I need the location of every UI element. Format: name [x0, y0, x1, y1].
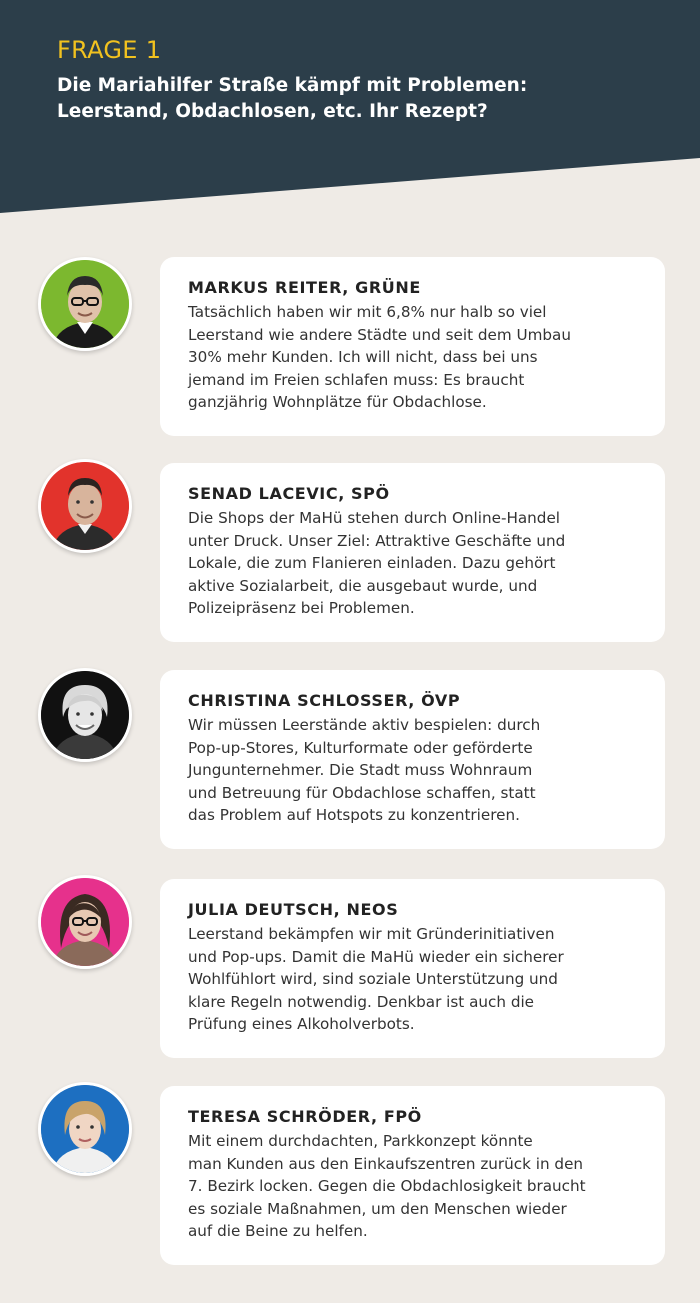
answer-line: unter Druck. Unser Ziel: Attraktive Geschäfte und	[188, 531, 566, 550]
avatar-schlosser	[38, 668, 132, 762]
answer-text	[188, 923, 645, 1036]
portrait-icon	[41, 878, 129, 966]
answer-line: und Pop-ups. Damit die MaHü wieder ein sicherer	[188, 947, 564, 966]
speaker-name: JULIA DEUTSCH, NEOS	[188, 900, 399, 919]
answer-line: und Betreuung für Obdachlose schaffen, statt	[188, 783, 536, 802]
answer-line: 7. Bezirk locken. Gegen die Obdachlosigkeit braucht	[188, 1177, 586, 1196]
question-header	[0, 0, 700, 215]
answer-card	[160, 670, 665, 849]
answer-line: 30% mehr Kunden. Ich will nicht, dass bei uns	[188, 348, 538, 367]
answer-line: Pop-up-Stores, Kulturformate oder geförderte	[188, 738, 533, 757]
question-line: Leerstand, Obdachlosen, etc. Ihr Rezept?	[57, 101, 488, 122]
answer-line: es soziale Maßnahmen, um den Menschen wieder	[188, 1199, 567, 1218]
question-number: FRAGE 1	[57, 36, 162, 64]
answer-card	[160, 1086, 665, 1265]
answer-line: das Problem auf Hotspots zu konzentrieren.	[188, 806, 520, 825]
answer-text	[188, 507, 645, 620]
answer-text	[188, 714, 645, 827]
answer-line: ganzjährig Wohnplätze für Obdachlose.	[188, 393, 487, 412]
answer-line: aktive Sozialarbeit, die ausgebaut wurde, und	[188, 576, 538, 595]
answer-line: jemand im Freien schlafen muss: Es braucht	[188, 370, 525, 389]
speaker-name: SENAD LACEVIC, SPÖ	[188, 484, 390, 503]
answer-line: Polizeipräsenz bei Problemen.	[188, 599, 415, 618]
answer-line: man Kunden aus den Einkaufszentren zurück in den	[188, 1154, 584, 1173]
speaker-name: MARKUS REITER, GRÜNE	[188, 278, 421, 297]
answer-line: Die Shops der MaHü stehen durch Online-Handel	[188, 509, 561, 527]
question-text	[57, 73, 657, 125]
avatar-lacevic	[38, 459, 132, 553]
question-line: Die Mariahilfer Straße kämpf mit Problemen:	[57, 75, 528, 96]
answer-line: Lokale, die zum Flanieren einladen. Dazu gehört	[188, 554, 556, 573]
answer-line: Leerstand bekämpfen wir mit Gründerinitiativen	[188, 925, 555, 943]
answer-card	[160, 879, 665, 1058]
speaker-name: TERESA SCHRÖDER, FPÖ	[188, 1107, 422, 1126]
answer-line: Wohlfühlort wird, sind soziale Unterstützung und	[188, 970, 558, 989]
portrait-icon	[41, 462, 129, 550]
answer-line: Tatsächlich haben wir mit 6,8% nur halb so viel	[188, 303, 547, 321]
answer-card	[160, 463, 665, 642]
answer-line: Jungunternehmer. Die Stadt muss Wohnraum	[188, 761, 533, 780]
portrait-icon	[41, 671, 129, 759]
avatar-reiter	[38, 257, 132, 351]
speaker-name: CHRISTINA SCHLOSSER, ÖVP	[188, 691, 461, 710]
portrait-icon	[41, 260, 129, 348]
portrait-icon	[41, 1085, 129, 1173]
avatar-deutsch	[38, 875, 132, 969]
avatar-schroeder	[38, 1082, 132, 1176]
answer-line: auf die Beine zu helfen.	[188, 1222, 368, 1241]
answer-line: Prüfung eines Alkoholverbots.	[188, 1015, 415, 1034]
answer-card	[160, 257, 665, 436]
answer-line: Wir müssen Leerstände aktiv bespielen: durch	[188, 716, 541, 734]
answer-text	[188, 1130, 645, 1243]
answer-line: Mit einem durchdachten, Parkkonzept könnte	[188, 1132, 533, 1150]
answer-line: klare Regeln notwendig. Denkbar ist auch die	[188, 992, 535, 1011]
answer-text	[188, 301, 645, 414]
answer-line: Leerstand wie andere Städte und seit dem Umbau	[188, 325, 571, 344]
